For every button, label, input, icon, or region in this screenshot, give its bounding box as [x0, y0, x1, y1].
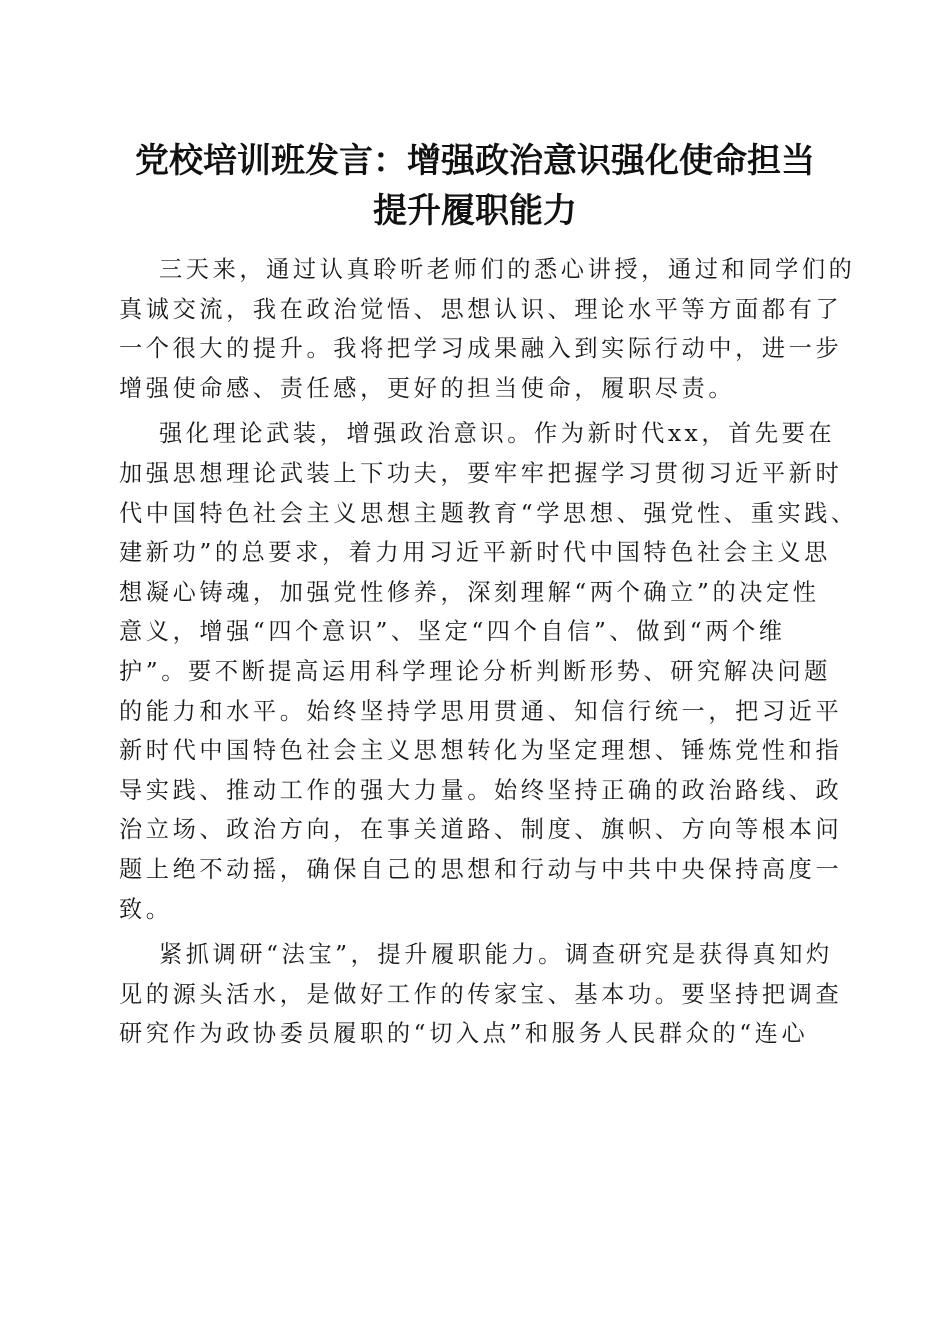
paragraph-research [119, 935, 843, 1054]
text-line: 新时代中国特色社会主义思想转化为坚定理想、锤炼党性和指 [119, 737, 843, 765]
text-line: 紧抓调研“法宝”，提升履职能力。调查研究是获得真知灼 [159, 941, 833, 969]
text-line: 加强思想理论武装上下功夫，要牢牢把握学习贯彻习近平新时 [119, 459, 843, 487]
text-line: 的能力和水平。始终坚持学思用贯通、知信行统一，把习近平 [119, 697, 843, 725]
paragraph-intro [119, 250, 856, 408]
text-line: 三天来，通过认真聆听老师们的悉心讲授，通过和同学们的 [159, 256, 856, 283]
text-line: 致。 [119, 895, 173, 923]
document-body [119, 250, 858, 1054]
paragraph-theory [119, 414, 858, 929]
text-line: 研究作为政协委员履职的“切入点”和服务人民群众的“连心 [119, 1020, 809, 1048]
text-line: 意义，增强“四个意识”、坚定“四个自信”、做到“两个维 [119, 618, 786, 646]
text-line: 代中国特色社会主义思想主题教育“学思想、强党性、重实践、 [119, 499, 858, 527]
title-line-1: 党校培训班发言：增强政治意识强化使命担当 [135, 141, 815, 181]
text-line: 见的源头活水，是做好工作的传家宝、基本功。要坚持把调查 [119, 980, 843, 1008]
text-line: 题上绝不动摇，确保自己的思想和行动与中共中央保持高度一 [119, 855, 843, 883]
text-line: 一个很大的提升。我将把学习成果融入到实际行动中，进一步 [119, 335, 843, 363]
text-line: 想凝心铸魂，加强党性修养，深刻理解“两个确立”的决定性 [119, 578, 820, 606]
text-line: 治立场、政治方向，在事关道路、制度、旗帜、方向等根本问 [119, 816, 843, 844]
text-line: 护”。要不断提高运用科学理论分析判断形势、研究解决问题 [119, 657, 831, 685]
text-line: 建新功”的总要求，着力用习近平新时代中国特色社会主义思 [119, 539, 831, 567]
text-line: 增强使命感、责任感，更好的担当使命，履职尽责。 [119, 374, 736, 402]
text-line: 真诚交流，我在政治觉悟、思想认识、理论水平等方面都有了 [119, 295, 843, 323]
document-title [100, 136, 850, 236]
text-line: 强化理论武装，增强政治意识。作为新时代xx，首先要在 [159, 420, 836, 448]
text-line: 导实践、推动工作的强大力量。始终坚持正确的政治路线、政 [119, 776, 843, 804]
title-line-2: 提升履职能力 [373, 191, 577, 231]
